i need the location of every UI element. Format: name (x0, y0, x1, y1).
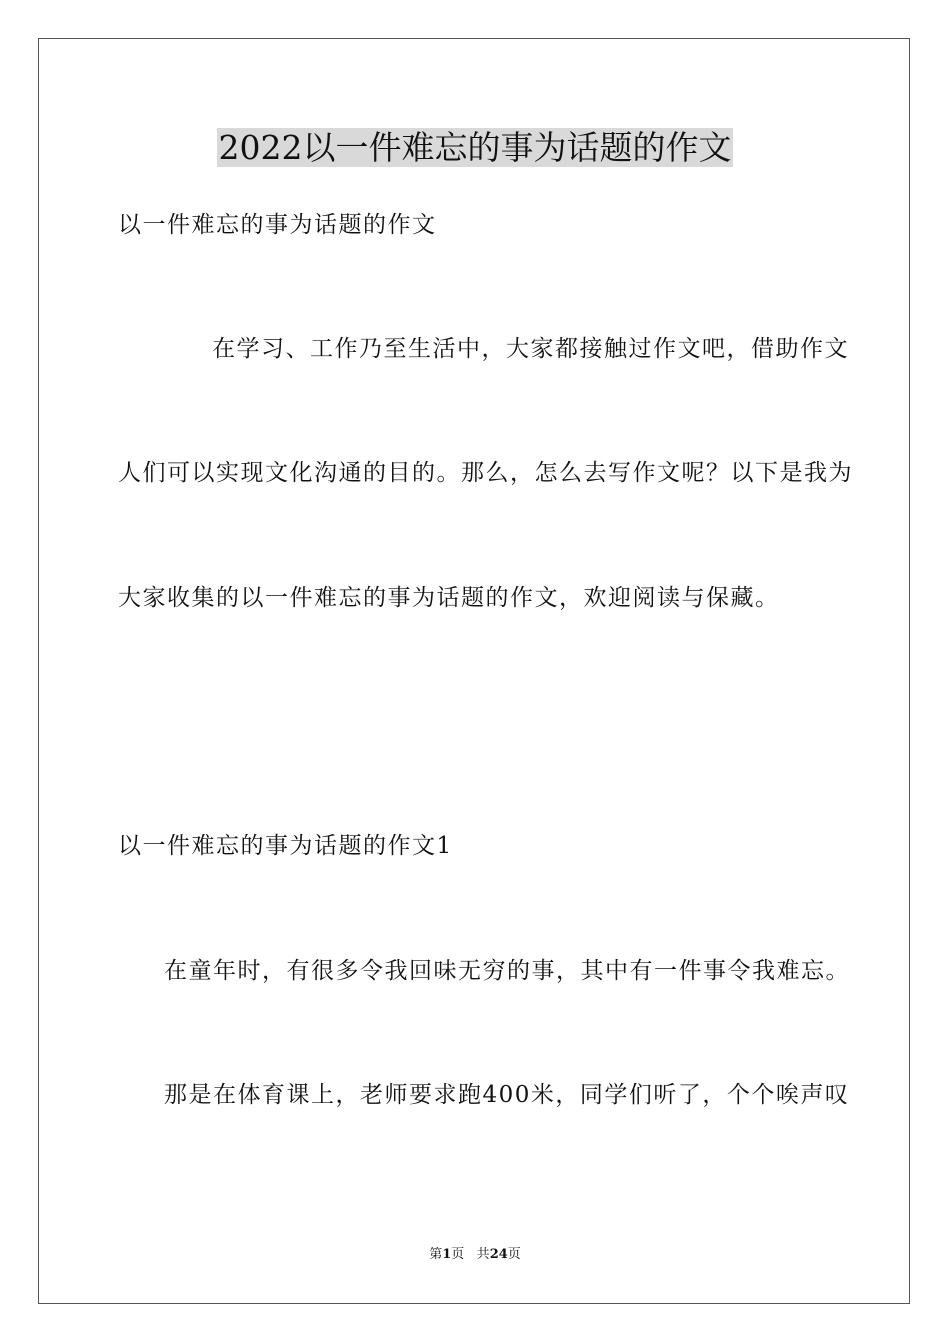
document-title (0, 126, 950, 170)
footer-page-number: 1 (442, 1247, 452, 1262)
footer-total-suffix: 页 (507, 1247, 521, 1262)
section-heading: 以一件难忘的事为话题的作文1 (118, 833, 453, 859)
footer-total-pages: 24 (489, 1247, 508, 1262)
page-footer (0, 1246, 950, 1264)
document-title-text: 2022以一件难忘的事为话题的作文 (218, 128, 732, 167)
subtitle-line: 以一件难忘的事为话题的作文 (118, 212, 437, 238)
footer-total-prefix: 共 (476, 1247, 490, 1262)
paragraph-line: 在学习、工作乃至生活中，大家都接触过作文吧，借助作文 (212, 336, 849, 362)
footer-page-prefix: 第 (429, 1247, 443, 1262)
paragraph-line: 人们可以实现文化沟通的目的。那么，怎么去写作文呢？以下是我为 (118, 460, 853, 486)
paragraph-line: 大家收集的以一件难忘的事为话题的作文，欢迎阅读与保藏。 (118, 585, 780, 611)
footer-page-suffix: 页 (451, 1247, 465, 1262)
paragraph-line: 在童年时，有很多令我回味无穷的事，其中有一件事令我难忘。 (164, 958, 850, 984)
paragraph-line: 那是在体育课上，老师要求跑400米，同学们听了，个个唉声叹 (164, 1082, 850, 1108)
